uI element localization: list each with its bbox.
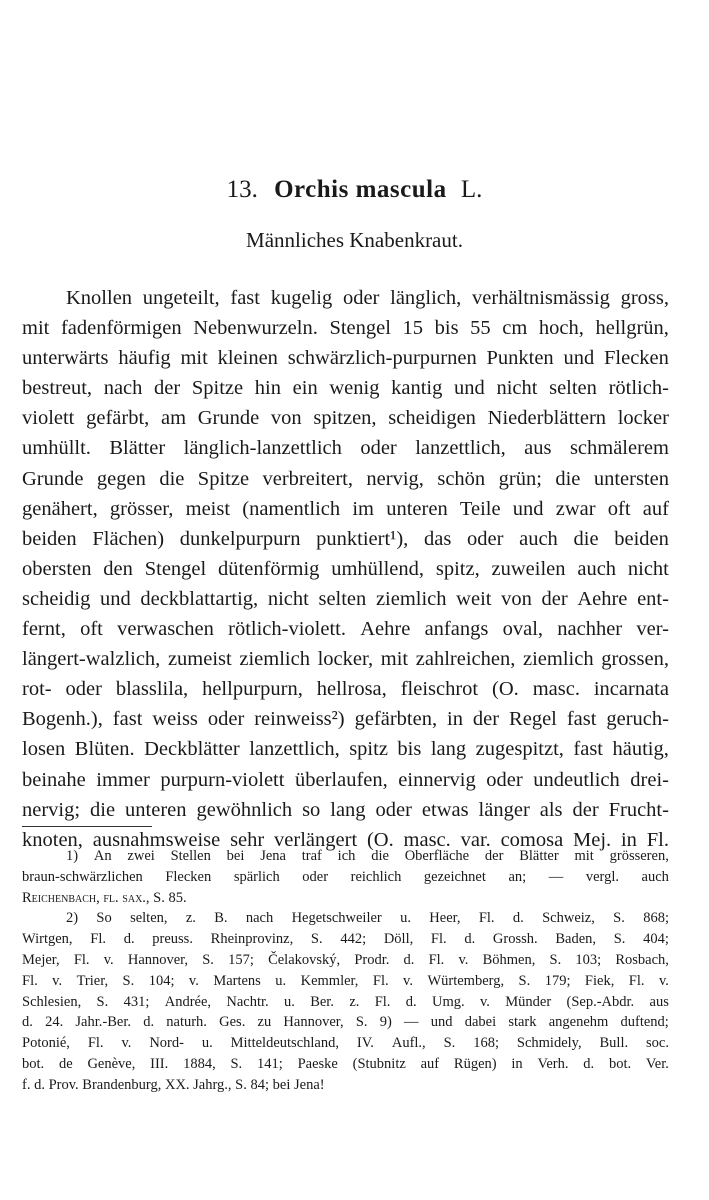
description-line: losen Blüten. Deckblätter lanzettlich, spitz bis lang zugespitzt, fast häutig, — [22, 738, 669, 761]
footnote-line: 2) So selten, z. B. nach Hegetschweiler u. Heer, Fl. d. Schweiz, S. 868; — [66, 910, 669, 927]
description-line: nervig; die unteren gewöhnlich so lang oder etwas länger als der Frucht- — [22, 798, 669, 821]
common-name: Männliches Knabenkraut. — [246, 228, 463, 252]
species-heading — [0, 176, 709, 204]
species-number: 13. — [226, 176, 258, 203]
description-line: genähert, grösser, meist (namentlich im unteren Teile und zwar oft auf — [22, 497, 669, 520]
footnote-line: Potonié, Fl. v. Nord- u. Mitteldeutschland, IV. Aufl., S. 168; Schmidely, Bull. soc. — [22, 1035, 669, 1052]
footnote-line: 1) An zwei Stellen bei Jena traf ich die Oberfläche der Blätter mit grösseren, — [66, 848, 669, 864]
description-line: scheidig und deckblattartig, nicht selten ziemlich weit von der Aehre ent- — [22, 587, 669, 610]
footnote-divider — [22, 826, 152, 827]
species-author: L. — [460, 176, 483, 203]
footnote-line: Schlesien, S. 431; Andrée, Nachtr. u. Ber. z. Fl. d. Umg. v. Münder (Sep.-Abdr. aus — [22, 993, 669, 1010]
footnote-line: Fl. v. Trier, S. 104; v. Martens u. Kemmler, Fl. v. Würtemberg, S. 179; Fiek, Fl. v. — [22, 972, 669, 989]
footnote-line: f. d. Prov. Brandenburg, XX. Jahrg., S. 84; bei Jena! — [22, 1076, 325, 1093]
footnotes — [22, 846, 669, 1096]
description-line: fernt, oft verwaschen rötlich-violett. Aehre anfangs oval, nachher ver- — [22, 618, 669, 641]
description-line: bestreut, nach der Spitze hin ein wenig kantig und nicht selten rötlich- — [22, 377, 669, 400]
description-line: beiden Flächen) dunkelpurpurn punktiert¹), das oder auch die beiden — [22, 527, 669, 550]
footnote-line: bot. de Genève, III. 1884, S. 141; Paeske (Stubnitz auf Rügen) in Verh. d. bot. Ver. — [22, 1055, 669, 1072]
description-line: Bogenh.), fast weiss oder reinweiss²) gefärbten, in der Regel fast geruch- — [22, 708, 669, 731]
description-line: rot- oder blasslila, hellpurpurn, hellrosa, fleischrot (O. masc. incarnata — [22, 678, 669, 701]
description-line: mit fadenförmigen Nebenwurzeln. Stengel 15 bis 55 cm hoch, hellgrün, — [22, 317, 669, 340]
footnote-line: braun-schwärzlichen Flecken spärlich oder reichlich gezeichnet an; — vergl. auch — [22, 868, 669, 885]
description-text — [22, 283, 669, 855]
description-line: obersten den Stengel dütenförmig umhüllend, spitz, zuweilen auch nicht — [22, 557, 669, 580]
description-line: Grunde gegen die Spitze verbreitert, nervig, schön grün; die untersten — [22, 467, 669, 490]
description-line: längert-walzlich, zumeist ziemlich locker, mit zahlreichen, ziemlich grossen, — [22, 648, 669, 671]
description-line: violett gefärbt, am Grunde von spitzen, scheidigen Niederblättern locker — [22, 407, 669, 430]
footnote-line: d. 24. Jahr.-Ber. d. naturh. Ges. zu Hannover, S. 9) — und dabei stark angenehm duftend; — [22, 1014, 669, 1031]
species-name: Orchis mascula — [274, 176, 447, 203]
description-line: Knollen ungeteilt, fast kugelig oder länglich, verhältnismässig gross, — [66, 287, 669, 309]
footnote-line: Mejer, Fl. v. Hannover, S. 157; Čelakovský, Prodr. d. Fl. v. Böhmen, S. 103; Rosbach, — [22, 951, 669, 968]
footnote-line: Wirtgen, Fl. d. preuss. Rheinprovinz, S. 442; Döll, Fl. d. Grossh. Baden, S. 404; — [22, 931, 669, 948]
description-line: unterwärts häufig mit kleinen schwärzlich-purpurnen Punkten und Flecken — [22, 347, 669, 370]
footnote-line: Reichenbach, fl. sax., S. 85. — [22, 889, 187, 906]
description-line: knoten, ausnahmsweise sehr verlängert (O. masc. var. comosa Mej. in Fl. — [22, 828, 669, 851]
description-line: umhüllt. Blätter länglich-lanzettlich oder lanzettlich, aus schmälerem — [22, 437, 669, 460]
description-line: beinahe immer purpurn-violett überlaufen, einnervig oder undeutlich drei- — [22, 768, 669, 791]
